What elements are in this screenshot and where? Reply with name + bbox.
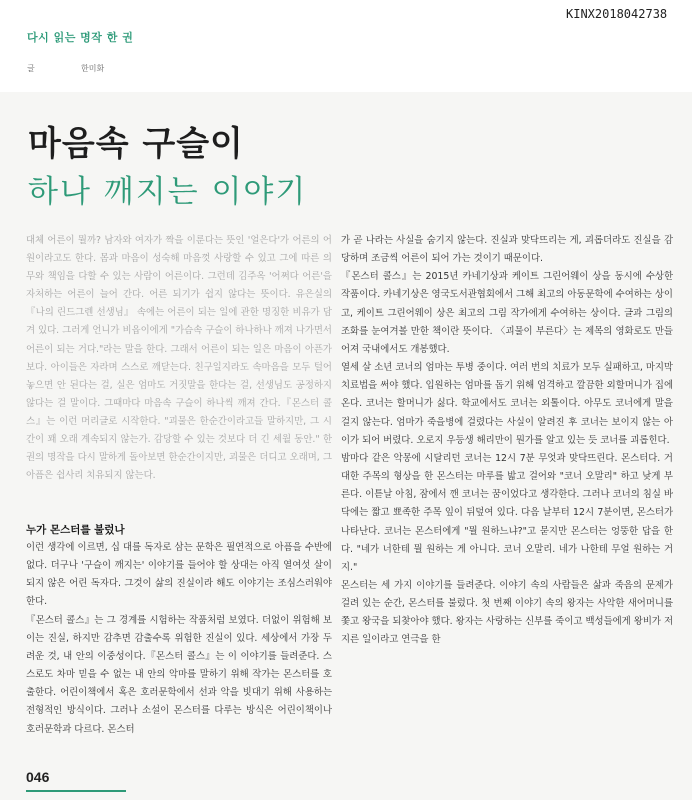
body-column-left — [26, 539, 332, 739]
page-number: 046 — [26, 769, 50, 785]
body-paragraph: 『몬스터 콜스』는 그 경계를 시험하는 작품처럼 보였다. 더없이 위험해 보이는 진실, 하지만 감추면 감출수록 위험한 진실이 있다. 세상에서 가장 두려운 것, 내 안의 이중성이다.『몬스터 콜스』는 이 이야기를 들려준다. 스스로도 차마 믿을 수 없는 내 안의 악마를 말하기 위해 작가는 몬스터를 호출한다. 어린이책에서 혹은 호러문학에서 선과 악을 빗대기 위해 사용하는 전형적인 방식이다. 그러나 소설이 몬스터를 다루는 방식은 어린이책이나 호러문학과 다르다. 몬스터 — [26, 614, 332, 735]
body-paragraph: 『몬스터 콜스』는 2015년 카네기상과 케이트 그린어웨이 상을 동시에 수상한 작품이다. 카네기상은 영국도서관협회에서 그해 최고의 아동문학에 수여하는 상이고, 케이트 그린어웨이 상은 최고의 그림 작가에게 수여하는 상이다. 글과 그림의 조화를 눈여겨볼 만한 책이란 뜻이다. 〈괴물이 부른다〉는 제목의 영화로도 만들어져 국내에서도 개봉했다. — [341, 271, 673, 355]
body-paragraph: 밤마다 같은 악몽에 시달리던 코너는 12시 7분 무엇과 맞닥뜨린다. 몬스터다. 거대한 주목의 형상을 한 몬스터는 마루를 밟고 걸어와 "코너 오말리" 하고 낮게 부른다. 이튿날 아침, 잠에서 깬 코너는 꿈이었다고 생각한다. 그러나 코너의 침실 바닥에는 짧고 뾰족한 주목 잎이 뒤덮여 있다. 다음 날부터 12시 7분이면, 몬스터가 나타난다. 코너는 몬스터에게 "뭘 원하느냐?"고 묻지만 몬스터는 엉뚱한 답을 한다. "네가 너한테 뭘 원하는 게 아니다. 코너 오말리. 네가 나한테 무얼 원하는 거지." — [341, 452, 673, 573]
author-line — [27, 63, 104, 74]
title-line-2: 하나 깨지는 이야기 — [28, 174, 308, 210]
author-name: 한미화 — [81, 64, 105, 73]
page-header — [0, 0, 692, 92]
author-label: 글 — [27, 64, 35, 73]
page-number-rule — [26, 790, 126, 792]
body-paragraph: 열세 살 소년 코너의 엄마는 투병 중이다. 여러 번의 치료가 모두 실패하고, 마지막 치료법을 써야 했다. 입원하는 엄마를 돕기 위해 엄격하고 깔끔한 외할머니가 집에 온다. 코너는 할머니가 싫다. 학교에서도 코너는 외톨이다. 아무도 코너에게 말을 걸지 않는다. 엄마가 죽을병에 걸렸다는 사실이 알려진 후 코너는 보이지 않는 아이가 되어 버렸다. 오로지 우등생 해리만이 뭔가를 알고 있는 듯 코너를 괴롭힌다. — [341, 362, 673, 446]
body-paragraph: 몬스터는 세 가지 이야기를 들려준다. 이야기 속의 사람들은 삶과 죽음의 문제가 걸려 있는 순간, 몬스터를 불렀다. 첫 번째 이야기 속의 왕자는 사악한 새어머니를 쫓고 왕국을 되찾아야 했다. 왕자는 사랑하는 신부를 죽이고 백성들에게 왕비가 저지른 일이라고 연극을 한 — [341, 579, 673, 646]
section-heading: 누가 몬스터를 불렀나 — [26, 524, 125, 536]
body-column-right — [341, 232, 673, 650]
title-line-1: 마음속 구슬이 — [28, 124, 244, 164]
body-paragraph: 이런 생각에 이르면, 십 대를 독자로 삼는 문학은 필연적으로 아픔을 수반에 없다. 더구나 '구슬이 깨지는' 이야기를 들어야 할 상대는 아직 열여섯 살이 되지 않은 어린 독자다. 그것이 삶의 진실이라 해도 이야기는 조심스러워야 한다. — [26, 542, 332, 608]
body-paragraph: 가 곧 나라는 사실을 숨기지 않는다. 진실과 맞닥뜨리는 게, 괴롭더라도 진실을 감당하며 조금씩 어른이 되어 가는 것이기 때문이다. — [341, 235, 673, 265]
series-title: 다시 읽는 명작 한 권 — [27, 31, 134, 44]
document-code: KINX2018042738 — [566, 7, 668, 21]
intro-paragraph: 대체 어른이 뭘까? 남자와 여자가 짝을 이룬다는 뜻인 '얼은다'가 어른의 어원이라고도 한다. 몸과 마음이 성숙해 마음껏 사랑할 수 있고 그에 따른 의무와 책임을 다할 수 있는 사람이 어른이다. 그런데 김주옥 '어쩌다 어른'을 자처하는 어른이 늘어 간다. 어른 되기가 쉽지 않다는 뜻이다. 유은실의 『나의 린드그렌 선생님』 속에는 어른이 되는 일에 관한 명징한 비유가 담겨 있다. 그러게 언니가 비읍이에게 "가슴속 구슬이 하나하나 깨져 나가면서 어른이 되는 거다."라는 말을 한다. 그래서 어른이 되는 일은 마음이 아픈가 보다. 아이들은 자라며 스스로 깨닫는다. 친구일지라도 속마음을 모두 털어놓으면 안 된다는 걸, 실은 엄마도 거짓말을 한다는 걸, 선생님도 공정하지 않다는 걸 말이다. 그때마다 마음속 구슬이 하나씩 깨져 간다.『몬스터 콜스』는 이런 머리글로 시작한다. "괴물은 한순간이라고들 말하지만, 그 시간이 꽤 오래 계속되지 않는가. 감당할 수 있는 것보다 더 긴 세월 동안." 한 권의 명작을 다시 말하게 돌아보면 한순간이지만, 괴물은 더디고 오래며, 그 아픔은 쉽사리 치유되지 않는다. — [26, 235, 332, 482]
